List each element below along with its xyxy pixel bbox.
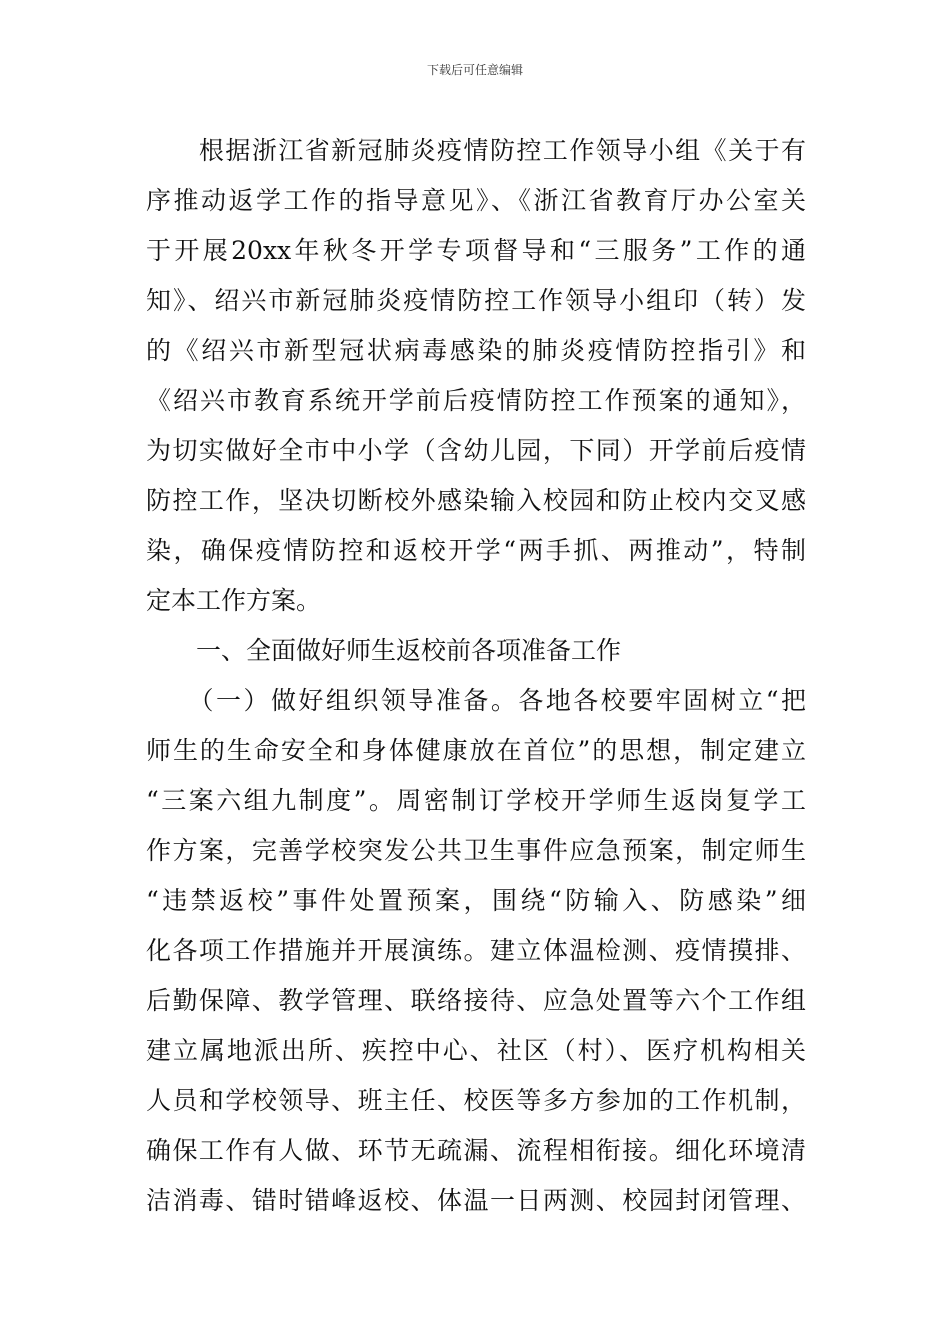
text-line: “三案六组九制度”。周密制订学校开学师生返岗复学工: [146, 786, 806, 815]
text-line: 《绍兴市教育系统开学前后疫情防控工作预案的通知》，: [146, 386, 806, 415]
text-line: 染，确保疫情防控和返校开学“两手抓、两推动”，特制: [146, 536, 806, 565]
text-line: 序推动返学工作的指导意见》、《浙江省教育厅办公室关: [146, 186, 806, 215]
document-body: [146, 126, 806, 1226]
text-line: “违禁返校”事件处置预案，围绕“防输入、防感染”细: [146, 886, 806, 915]
text-line: 为切实做好全市中小学（含幼儿园，下同）开学前后疫情: [146, 436, 806, 465]
text-line: 防控工作，坚决切断校外感染输入校园和防止校内交叉感: [146, 486, 806, 515]
text-line: 定本工作方案。: [146, 586, 322, 615]
text-line: 知》、绍兴市新冠肺炎疫情防控工作领导小组印（转）发: [146, 286, 806, 315]
text-line: 化各项工作措施并开展演练。建立体温检测、疫情摸排、: [146, 936, 806, 965]
text-line: 人员和学校领导、班主任、校医等多方参加的工作机制，: [146, 1086, 806, 1115]
text-line: （一）做好组织领导准备。各地各校要牢固树立“把: [146, 686, 806, 715]
text-line: 后勤保障、教学管理、联络接待、应急处置等六个工作组: [146, 986, 806, 1015]
text-line: 的《绍兴市新型冠状病毒感染的肺炎疫情防控指引》和: [146, 336, 806, 365]
text-line: 确保工作有人做、环节无疏漏、流程相衔接。细化环境清: [146, 1136, 806, 1165]
text-line: 根据浙江省新冠肺炎疫情防控工作领导小组《关于有: [146, 136, 806, 165]
page-header: 下载后可任意编辑: [426, 63, 523, 77]
text-line: 师生的生命安全和身体健康放在首位”的思想，制定建立: [146, 736, 806, 765]
section-heading: 一、全面做好师生返校前各项准备工作: [146, 636, 622, 665]
text-line: 作方案，完善学校突发公共卫生事件应急预案，制定师生: [146, 836, 806, 865]
text-line: 洁消毒、错时错峰返校、体温一日两测、校园封闭管理、: [146, 1186, 806, 1215]
text-line: 建立属地派出所、疾控中心、社区（村）、医疗机构相关: [146, 1036, 806, 1065]
text-line: 于开展20xx年秋冬开学专项督导和“三服务”工作的通: [146, 236, 806, 265]
